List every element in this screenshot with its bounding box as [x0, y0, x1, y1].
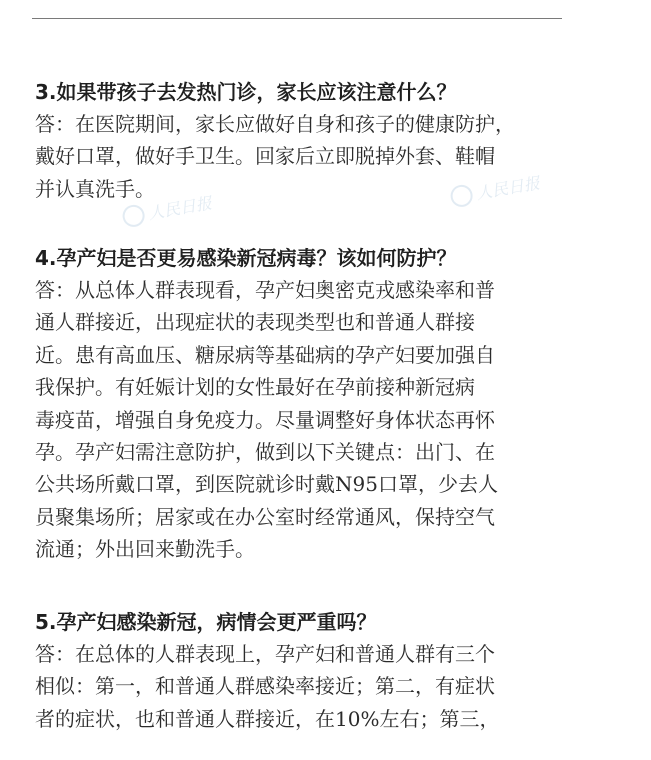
answer-paragraph — [35, 108, 595, 205]
answer-line: 员聚集场所；居家或在办公室时经常通风，保持空气 — [35, 504, 495, 529]
answer-line: 者的症状，也和普通人群接近，在10%左右；第三， — [35, 706, 500, 731]
answer-line: 答：在医院期间，家长应做好自身和孩子的健康防护， — [35, 112, 515, 136]
answer-line: 答：从总体人群表现看，孕产妇奥密克戎感染率和普 — [35, 278, 495, 302]
answer-line: 孕。孕产妇需注意防护，做到以下关键点：出门、在 — [35, 439, 495, 464]
faq-section-3 — [35, 76, 595, 205]
answer-line: 毒疫苗，增强自身免疫力。尽量调整好身体状态再怀 — [35, 407, 495, 432]
answer-line: 戴好口罩，做好手卫生。回家后立即脱掉外套、鞋帽 — [35, 144, 495, 169]
question-title: 4.孕产妇是否更易感染新冠病毒？该如何防护？ — [35, 246, 457, 270]
answer-paragraph — [35, 274, 595, 566]
watermark-circle-icon — [121, 203, 146, 228]
faq-section-5 — [35, 606, 595, 735]
answer-paragraph — [35, 638, 595, 735]
answer-line: 答：在总体的人群表现上，孕产妇和普通人群有三个 — [35, 642, 495, 666]
top-divider — [32, 18, 562, 19]
answer-line: 我保护。有妊娠计划的女性最好在孕前接种新冠病 — [35, 375, 475, 400]
answer-line: 公共场所戴口罩，到医院就诊时戴N95口罩，少去人 — [35, 472, 498, 497]
faq-section-4 — [35, 242, 595, 566]
question-title: 3.如果带孩子去发热门诊，家长应该注意什么？ — [35, 80, 457, 104]
question-title: 5.孕产妇感染新冠，病情会更严重吗？ — [35, 610, 377, 634]
watermark-text: 人民日报 — [146, 193, 214, 224]
answer-line: 并认真洗手。 — [35, 176, 155, 201]
answer-line: 相似：第一，和普通人群感染率接近；第二，有症状 — [35, 674, 495, 699]
answer-line: 流通；外出回来勤洗手。 — [35, 537, 255, 562]
answer-line: 近。患有高血压、糖尿病等基础病的孕产妇要加强自 — [35, 342, 495, 367]
answer-line: 通人群接近，出现症状的表现类型也和普通人群接 — [35, 310, 475, 335]
watermark-text: 人民日报 — [474, 173, 542, 204]
